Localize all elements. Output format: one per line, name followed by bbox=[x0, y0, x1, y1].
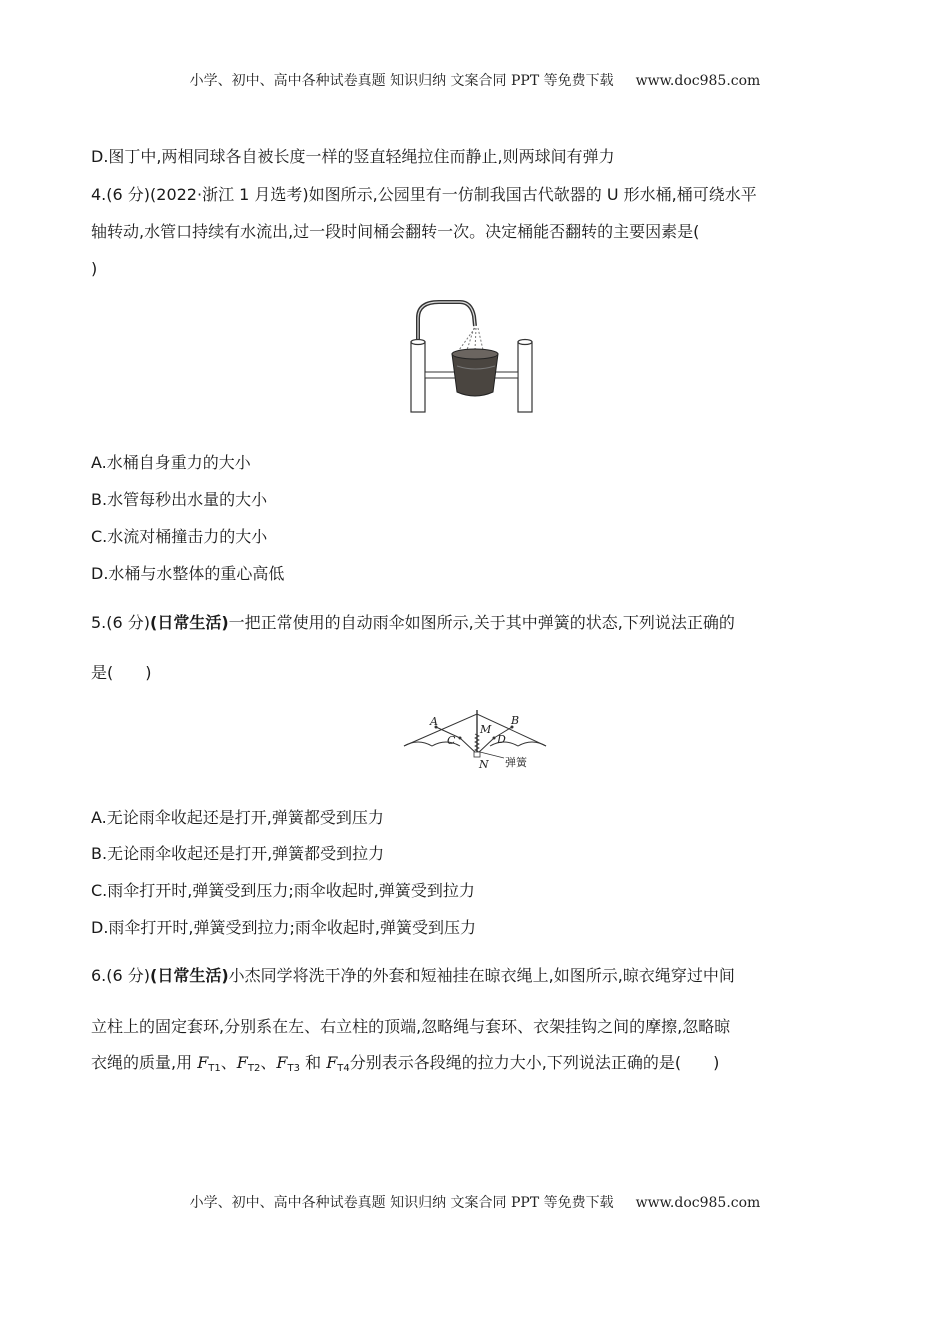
label-n: N bbox=[479, 758, 489, 771]
force-f2: F bbox=[236, 1053, 248, 1072]
sep-2: 、 bbox=[260, 1053, 277, 1072]
footer-site: www.doc985.com bbox=[635, 1195, 761, 1211]
q5-option-a: A.无论雨伞收起还是打开,弹簧都受到压力 bbox=[91, 808, 384, 827]
force-t3: T3 bbox=[287, 1063, 300, 1074]
page-footer bbox=[0, 1192, 950, 1212]
label-spring: 弹簧 bbox=[505, 756, 527, 769]
point-c bbox=[459, 737, 462, 740]
umbrella-canopy bbox=[404, 714, 546, 746]
q6-tag: (日常生活) bbox=[150, 966, 229, 985]
force-t1: T1 bbox=[208, 1063, 221, 1074]
force-f3: F bbox=[276, 1053, 288, 1072]
left-post-top bbox=[411, 340, 425, 345]
label-c: C bbox=[447, 734, 456, 747]
q6-prefix: 6.(6 分) bbox=[91, 966, 151, 985]
q5-stem-line2: 是( ) bbox=[91, 663, 152, 682]
q5-stem-line1 bbox=[91, 612, 862, 634]
q6-stem-line3 bbox=[91, 1052, 862, 1080]
right-post-top bbox=[518, 340, 532, 345]
header-text: 小学、初中、高中各种试卷真题 知识归纳 文案合同 PPT 等免费下载 bbox=[189, 73, 614, 89]
bucket-figure bbox=[405, 296, 540, 414]
force-f4: F bbox=[326, 1053, 338, 1072]
force-t2: T2 bbox=[247, 1063, 261, 1074]
force-f1: F bbox=[197, 1053, 209, 1072]
page-header bbox=[0, 70, 950, 90]
q6-stem-line3-b: 分别表示各段绳的拉力大小,下列说法正确的是( ) bbox=[349, 1053, 720, 1072]
q3-option-d: D.图丁中,两相同球各自被长度一样的竖直轻绳拉住而静止,则两球间有弹力 bbox=[91, 147, 615, 166]
label-m: M bbox=[480, 723, 492, 736]
label-b: B bbox=[511, 714, 520, 727]
and-word: 和 bbox=[300, 1053, 327, 1072]
point-d bbox=[493, 737, 496, 740]
umbrella-edge bbox=[404, 742, 546, 746]
q4-option-d: D.水桶与水整体的重心高低 bbox=[91, 564, 285, 583]
spring bbox=[475, 734, 479, 752]
force-t4: T4 bbox=[337, 1063, 350, 1074]
q5-option-b: B.无论雨伞收起还是打开,弹簧都受到拉力 bbox=[91, 844, 385, 863]
q4-stem-line1: 4.(6 分)(2022·浙江 1 月选考)如图所示,公园里有一仿制我国古代欹器的 U 形水桶,桶可绕水平 bbox=[91, 185, 757, 204]
q6-stem-line1 bbox=[91, 965, 862, 987]
water-stream bbox=[459, 328, 483, 350]
q4-option-a: A.水桶自身重力的大小 bbox=[91, 453, 251, 472]
q4-option-c: C.水流对桶撞击力的大小 bbox=[91, 527, 268, 546]
q6-stem-rest: 小杰同学将洗干净的外套和短袖挂在晾衣绳上,如图所示,晾衣绳穿过中间 bbox=[228, 966, 735, 985]
q5-prefix: 5.(6 分) bbox=[91, 613, 151, 632]
footer-text: 小学、初中、高中各种试卷真题 知识归纳 文案合同 PPT 等免费下载 bbox=[189, 1195, 614, 1211]
q6-stem-line2: 立柱上的固定套环,分别系在左、右立柱的顶端,忽略绳与套环、衣架挂钩之间的摩擦,忽略晾 bbox=[91, 1017, 731, 1036]
umbrella-figure bbox=[400, 708, 550, 774]
q4-option-b: B.水管每秒出水量的大小 bbox=[91, 490, 268, 509]
runner bbox=[474, 752, 480, 757]
q5-option-c: C.雨伞打开时,弹簧受到压力;雨伞收起时,弹簧受到拉力 bbox=[91, 881, 475, 900]
q5-stem-rest: 一把正常使用的自动雨伞如图所示,关于其中弹簧的状态,下列说法正确的 bbox=[228, 613, 735, 632]
sep-1: 、 bbox=[220, 1053, 237, 1072]
pipe-highlight bbox=[418, 302, 475, 342]
q6-stem-line3-a: 衣绳的质量,用 bbox=[91, 1053, 198, 1072]
water-pipe bbox=[418, 302, 475, 342]
strut-dn bbox=[477, 738, 494, 754]
q5-tag: (日常生活) bbox=[150, 613, 229, 632]
label-a: A bbox=[430, 715, 438, 728]
header-site: www.doc985.com bbox=[635, 73, 761, 89]
bucket-rim bbox=[452, 349, 498, 359]
q5-option-d: D.雨伞打开时,弹簧受到拉力;雨伞收起时,弹簧受到压力 bbox=[91, 918, 476, 937]
q4-stem-line2: 轴转动,水管口持续有水流出,过一段时间桶会翻转一次。决定桶能否翻转的主要因素是( bbox=[91, 222, 700, 241]
q4-stem-line3: ) bbox=[91, 259, 98, 278]
label-d: D bbox=[497, 733, 506, 746]
bucket bbox=[452, 354, 498, 396]
right-post bbox=[518, 342, 532, 412]
left-post bbox=[411, 342, 425, 412]
